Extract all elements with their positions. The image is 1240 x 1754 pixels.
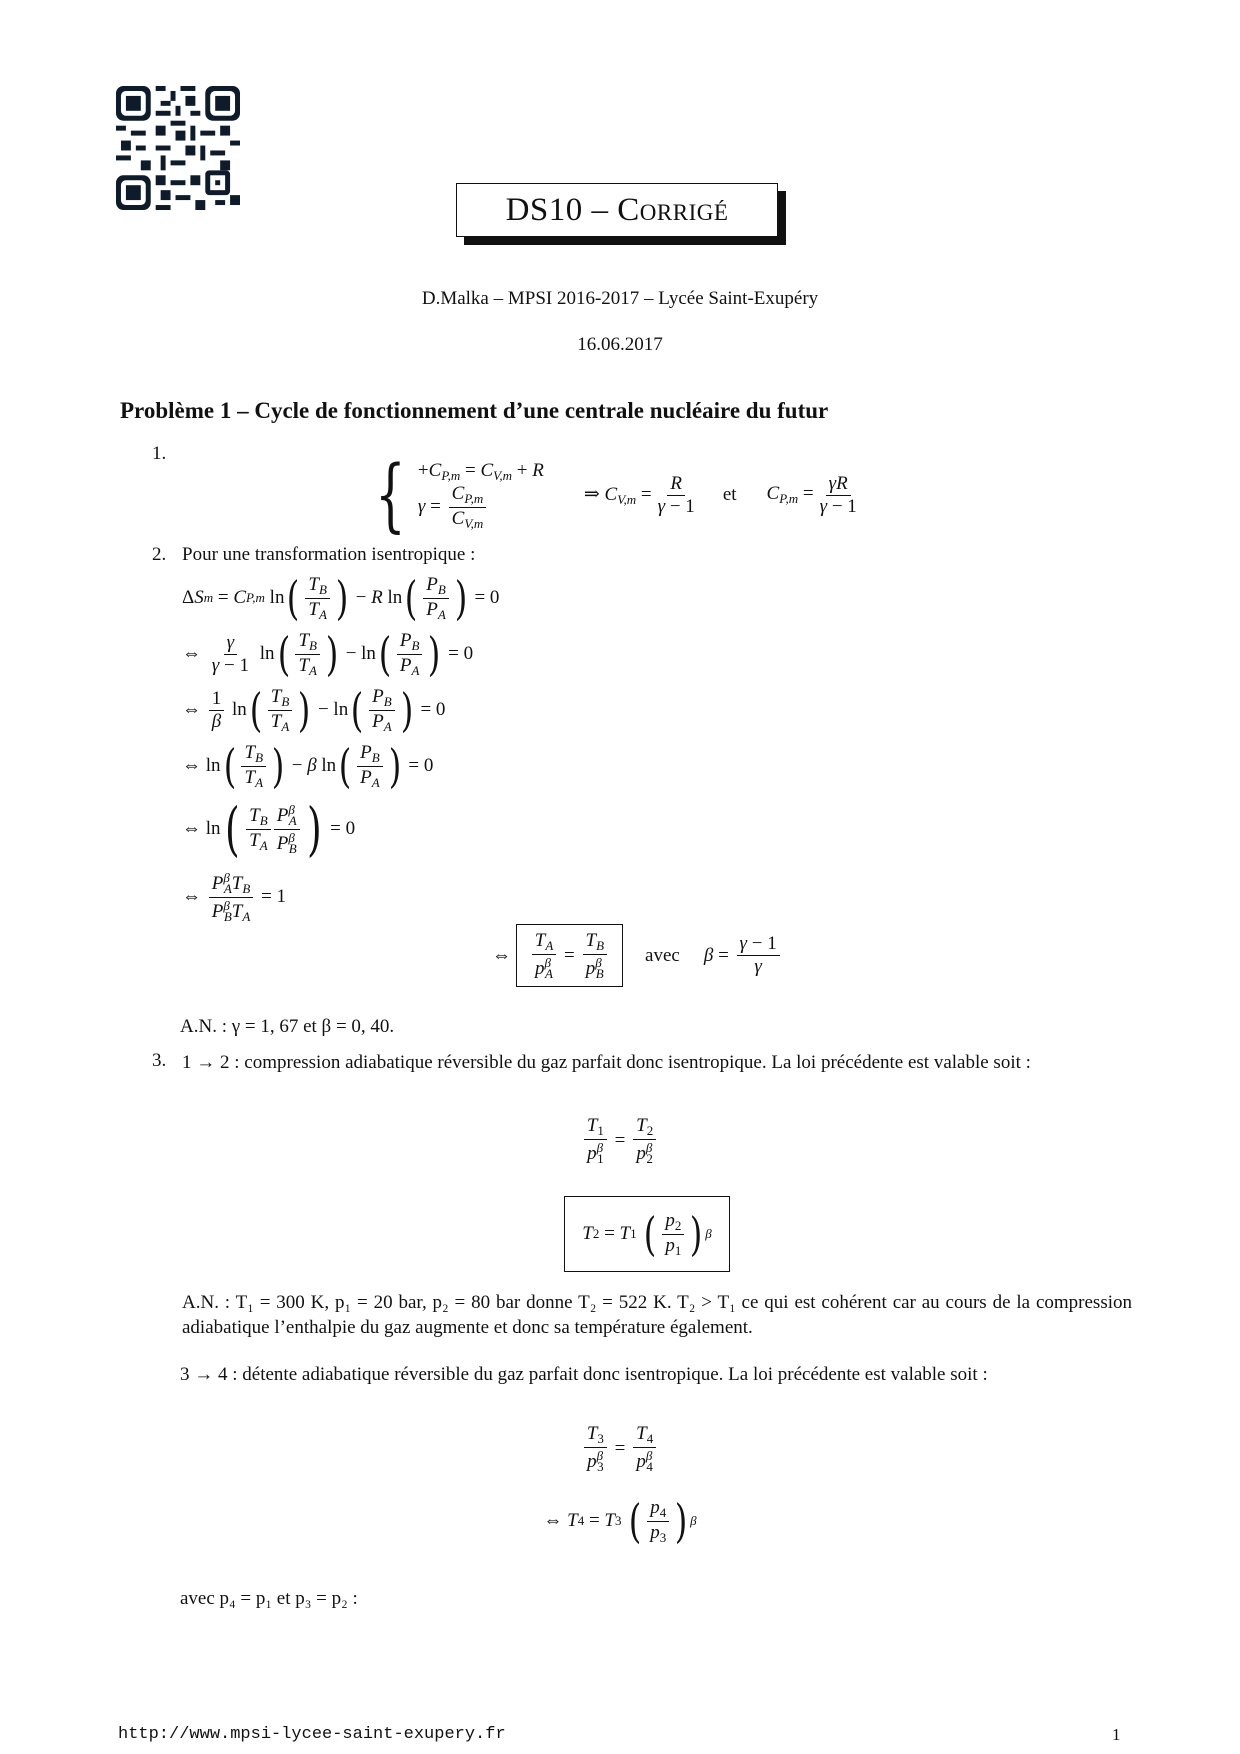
problem-heading: Problème 1 – Cycle de fonctionnement d’une centrale nucléaire du futur — [120, 398, 829, 423]
q2-intro: Pour une transformation isentropique : — [182, 544, 476, 565]
equation-2f: ⇔ $\frac{P^\beta_AT_B}{P^\beta_BT_A}$ = 1 — [182, 869, 287, 924]
equation-2a: Δ S m = C P,m ln ( $\frac{T_B}{T_A}$ ) − R ln ( $\frac{P_B}{P_A}$ ) = 0 — [182, 571, 500, 625]
item-number-3: 3. — [152, 1050, 167, 1071]
equation-1: { $+C_{P,m} = C_{V,m} + R$ γ = $\frac{C_{P,m}}{C_{V,m}}$ ⇒ $C_{V,m}$ = $\frac{R}{\gamma - 1}$ et $C_{P,m}$ = $\frac{\gamma R}{\gamma - 1}$ — [375, 448, 857, 541]
title-corrige: Corrigé — [617, 192, 729, 228]
avec-last: avec p₄ = p₁ et p₃ = p₂ : — [180, 1588, 358, 1609]
equation-3c: $\frac{T_3}{p^\beta_3}$ = $\frac{T_4}{p^\beta_4}$ — [0, 1424, 1240, 1473]
equation-3d: ⇔ T 4 = T 3 ( $\frac{p_4}{p_3}$ ) β — [543, 1494, 697, 1549]
qr-code-icon — [116, 86, 240, 210]
page-title — [456, 183, 778, 237]
an-2: A.N. : T₁ = 300 K, p₁ = 20 bar, p₂ = 80 bar donne T₂ = 522 K. T₂ > T₁ ce qui est cohérent car au cours de la compression adiabatique l’enthalpie du gaz augmente et donc sa température également. — [182, 1292, 1132, 1338]
item-number-2: 2. — [152, 544, 167, 565]
equation-2e: ⇔ ln ( $\frac{T_B}{T_A}$ $\frac{P^\beta_A}{P^\beta_B}$ ) = 0 — [182, 795, 356, 863]
equation-3b-boxed: T 2 = T 1 ( $\frac{p_2}{p_1}$ ) β — [564, 1196, 730, 1272]
equation-2d: ⇔ ln ( $\frac{T_B}{T_A}$ ) − β ln ( $\frac{P_B}{P_A}$ ) = 0 — [182, 739, 434, 793]
equation-2-result: ⇔ $\frac{T_A}{p^\beta_A}$ = $\frac{T_B}{p^\beta_B}$ avec β = $\frac{\gamma - 1}{\gamma}$ — [492, 924, 783, 987]
q3-intro: 1 → 2 : compression adiabatique réversible du gaz parfait donc isentropique. La loi précédente est valable soit : — [182, 1052, 1031, 1073]
footer-url[interactable]: http://www.mpsi-lycee-saint-exupery.fr — [118, 1725, 506, 1744]
equation-2b: ⇔ $\frac{\gamma}{\gamma - 1}$ ln ( $\frac{T_B}{T_A}$ ) − ln ( $\frac{P_B}{P_A}$ ) = 0 — [182, 627, 474, 681]
equation-2c: ⇔ $\frac{1}{\beta}$ ln ( $\frac{T_B}{T_A}$ ) − ln ( $\frac{P_B}{P_A}$ ) = 0 — [182, 683, 446, 737]
avec-label: avec — [645, 944, 680, 966]
item-number-1: 1. — [152, 443, 167, 464]
date: 16.06.2017 — [577, 334, 663, 355]
author-line: D.Malka – MPSI 2016-2017 – Lycée Saint-Exupéry — [421, 288, 819, 309]
et-label: et — [722, 484, 737, 505]
page-number: 1 — [1112, 1725, 1121, 1744]
title-main: DS10 – — [505, 192, 618, 228]
an-1: A.N. : γ = 1, 67 et β = 0, 40. — [180, 1016, 395, 1037]
equation-3a: $\frac{T_1}{p^\beta_1}$ = $\frac{T_2}{p^\beta_2}$ — [0, 1116, 1240, 1165]
q3-detente: 3 → 4 : détente adiabatique réversible du gaz parfait donc isentropique. La loi précédente est valable soit : — [180, 1364, 988, 1385]
